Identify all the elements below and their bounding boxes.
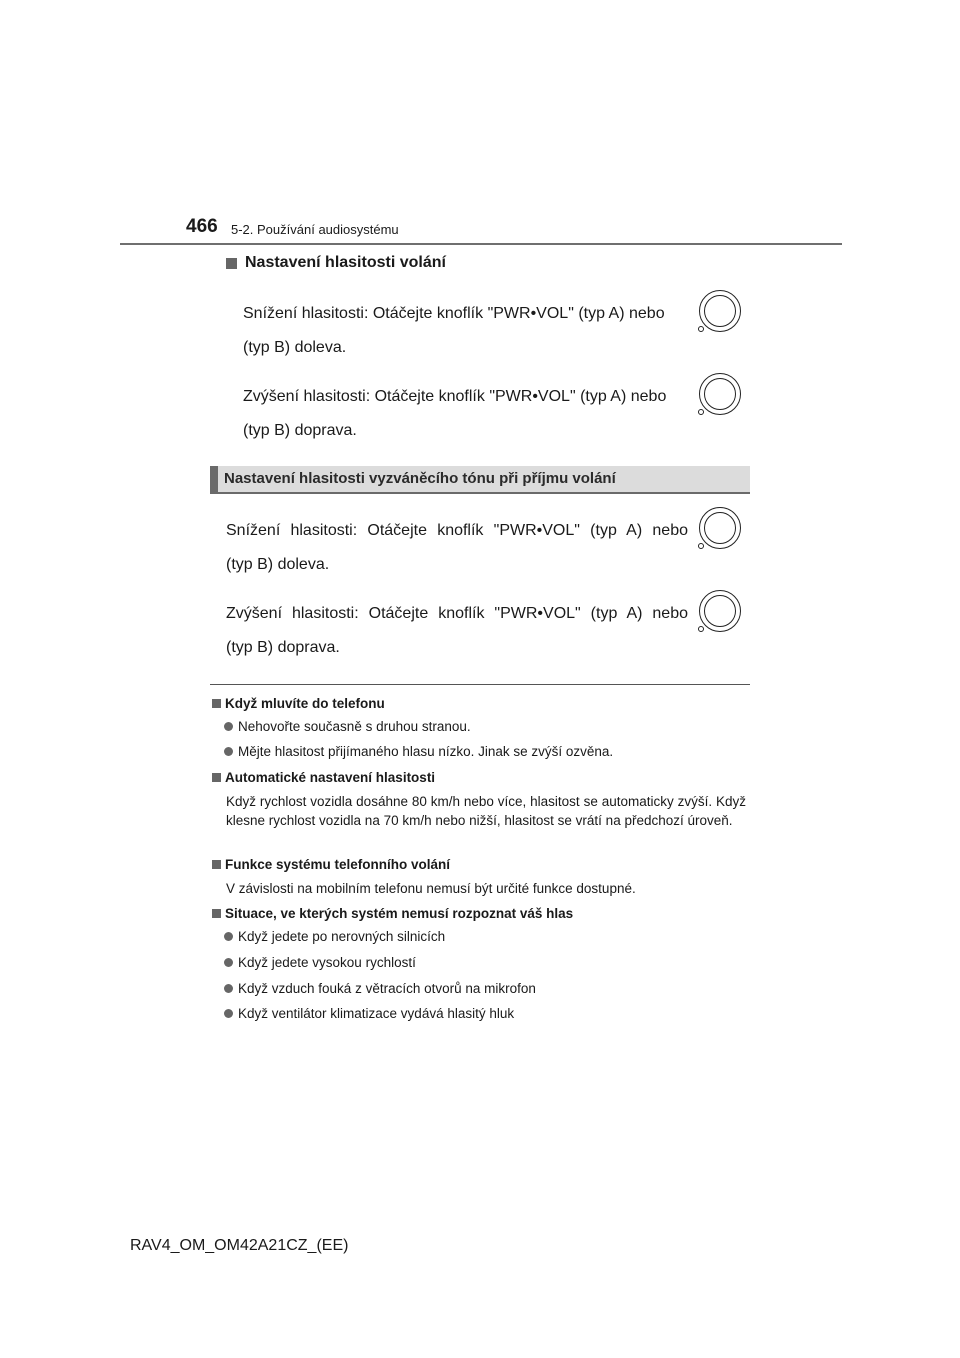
notes-divider: [210, 684, 750, 685]
knob-indicator-icon: [698, 409, 704, 415]
square-bullet-icon: [212, 699, 221, 708]
list-item: [224, 981, 536, 996]
list-item-text: Nehovořte současně s druhou stranou.: [238, 719, 471, 734]
volume-knob-icon: [699, 507, 741, 549]
call-volume-decrease-line2: (typ B) doleva.: [243, 339, 347, 356]
round-bullet-icon: [224, 722, 233, 731]
round-bullet-icon: [224, 747, 233, 756]
section-reference: 5-2. Používání audiosystému: [231, 222, 399, 237]
ringtone-increase-line1: Zvýšení hlasitosti: Otáčejte knoflík "PWR•VOL" (typ A) nebo: [226, 605, 688, 622]
list-item-text: Když jedete po nerovných silnicích: [238, 929, 446, 944]
round-bullet-icon: [224, 958, 233, 967]
list-item: [224, 955, 416, 970]
functions-text: V závislosti na mobilním telefonu nemusí být určité funkce dostupné.: [226, 881, 636, 896]
list-item: [224, 719, 471, 734]
note-heading-speaking: [212, 696, 385, 711]
ringtone-decrease-line2: (typ B) doleva.: [226, 556, 330, 573]
round-bullet-icon: [224, 984, 233, 993]
call-volume-heading-text: Nastavení hlasitosti volání: [245, 254, 446, 271]
page-number: 466: [186, 216, 218, 237]
list-item-text: Mějte hlasitost přijímaného hlasu nízko. Jinak se zvýší ozvěna.: [238, 744, 614, 759]
header-divider: [120, 243, 842, 245]
ringtone-section-heading: [210, 466, 750, 492]
square-bullet-icon: [212, 909, 221, 918]
note-heading-auto-volume: [212, 770, 435, 785]
ringtone-increase-line2: (typ B) doprava.: [226, 639, 340, 656]
round-bullet-icon: [224, 932, 233, 941]
list-item-text: Když vzduch fouká z větracích otvorů na mikrofon: [238, 981, 536, 996]
call-volume-decrease-line1: Snížení hlasitosti: Otáčejte knoflík "PWR•VOL" (typ A) nebo: [243, 305, 665, 322]
volume-knob-icon: [699, 590, 741, 632]
knob-indicator-icon: [698, 626, 704, 632]
ringtone-decrease-line1: Snížení hlasitosti: Otáčejte knoflík "PWR•VOL" (typ A) nebo: [226, 522, 688, 539]
ringtone-section-title: Nastavení hlasitosti vyzváněcího tónu při příjmu volání: [224, 470, 616, 487]
round-bullet-icon: [224, 1009, 233, 1018]
note-heading-text: Automatické nastavení hlasitosti: [225, 770, 436, 785]
knob-indicator-icon: [698, 543, 704, 549]
document-code: RAV4_OM_OM42A21CZ_(EE): [130, 1237, 349, 1254]
square-bullet-icon: [226, 258, 237, 269]
volume-knob-icon: [699, 373, 741, 415]
note-heading-text: Funkce systému telefonního volání: [225, 857, 451, 872]
list-item: [224, 929, 445, 944]
note-heading-recognition: [212, 906, 573, 921]
auto-volume-text: Když rychlost vozidla dosáhne 80 km/h nebo více, hlasitost se automaticky zvýší. Když klesne rychlost vozidla na 70 km/h nebo nižší, hlasitost se vrátí na předchozí úroveň.: [226, 794, 746, 828]
note-heading-text: Když mluvíte do telefonu: [225, 696, 385, 711]
list-item-text: Když jedete vysokou rychlostí: [238, 955, 416, 970]
note-heading-functions: [212, 857, 450, 872]
list-item-text: Když ventilátor klimatizace vydává hlasitý hluk: [238, 1006, 515, 1021]
call-volume-increase-line2: (typ B) doprava.: [243, 422, 357, 439]
square-bullet-icon: [212, 773, 221, 782]
call-volume-heading: [226, 254, 446, 272]
square-bullet-icon: [212, 860, 221, 869]
list-item: [224, 744, 613, 759]
volume-knob-icon: [699, 290, 741, 332]
knob-indicator-icon: [698, 326, 704, 332]
note-heading-text: Situace, ve kterých systém nemusí rozpoznat váš hlas: [225, 906, 574, 921]
list-item: [224, 1006, 514, 1021]
call-volume-increase-line1: Zvýšení hlasitosti: Otáčejte knoflík "PWR•VOL" (typ A) nebo: [243, 388, 667, 405]
